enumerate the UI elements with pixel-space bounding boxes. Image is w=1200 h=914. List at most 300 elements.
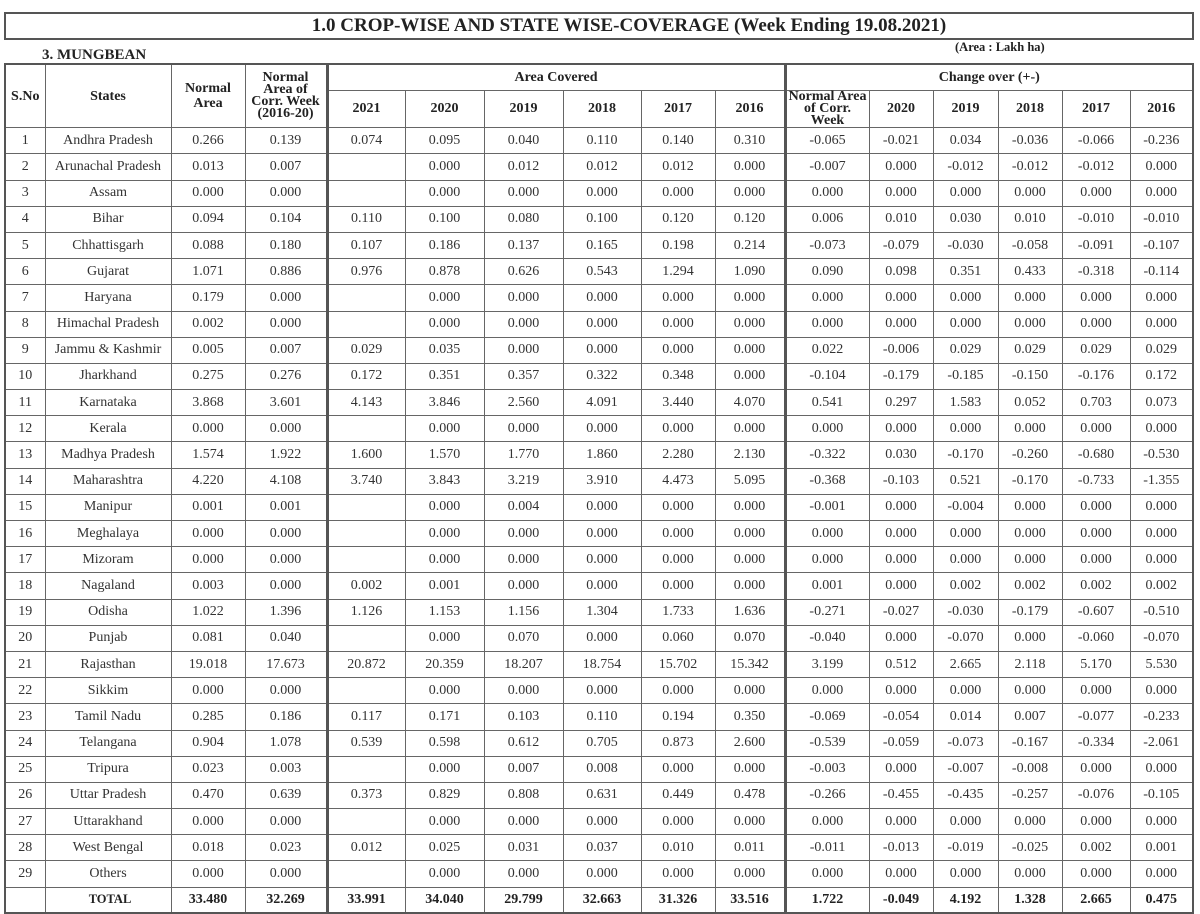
row-area-2020: 3.846 bbox=[405, 390, 484, 416]
row-change-2017: -0.010 bbox=[1062, 206, 1130, 232]
row-area-2017: 0.194 bbox=[641, 704, 715, 730]
row-area-2020: 0.000 bbox=[405, 494, 484, 520]
row-area-2017: 0.198 bbox=[641, 232, 715, 258]
row-area-2019: 0.040 bbox=[484, 128, 563, 154]
row-change-2018: 0.000 bbox=[998, 494, 1062, 520]
row-change-2018: 2.118 bbox=[998, 651, 1062, 677]
row-change-2020: 0.000 bbox=[869, 180, 933, 206]
row-change-2016: -0.233 bbox=[1130, 704, 1193, 730]
row-change-2019: 0.000 bbox=[933, 547, 998, 573]
row-area-2021: 0.117 bbox=[327, 704, 405, 730]
row-change-normal: -0.069 bbox=[785, 704, 869, 730]
row-change-2018: -0.257 bbox=[998, 782, 1062, 808]
row-area-2017: 2.280 bbox=[641, 442, 715, 468]
row-area-2016: 0.000 bbox=[715, 756, 785, 782]
row-area-2020: 0.171 bbox=[405, 704, 484, 730]
header-change-year: 2017 bbox=[1062, 91, 1130, 128]
table-row bbox=[5, 704, 1193, 730]
total-area-2021: 33.991 bbox=[327, 887, 405, 913]
row-area-2019: 1.156 bbox=[484, 599, 563, 625]
row-area-2019: 0.080 bbox=[484, 206, 563, 232]
row-change-normal: -0.368 bbox=[785, 468, 869, 494]
row-area-2016: 0.000 bbox=[715, 809, 785, 835]
row-change-2019: -0.007 bbox=[933, 756, 998, 782]
header-area-year: 2016 bbox=[715, 91, 785, 128]
row-change-2020: -0.013 bbox=[869, 835, 933, 861]
row-area-2018: 0.000 bbox=[563, 678, 641, 704]
row-area-2016: 0.310 bbox=[715, 128, 785, 154]
row-change-2017: -0.012 bbox=[1062, 154, 1130, 180]
row-change-normal: -0.271 bbox=[785, 599, 869, 625]
row-area-2020: 1.570 bbox=[405, 442, 484, 468]
row-sno: 14 bbox=[5, 468, 45, 494]
total-change-2016: 0.475 bbox=[1130, 887, 1193, 913]
header-area-year: 2018 bbox=[563, 91, 641, 128]
row-area-2021: 0.373 bbox=[327, 782, 405, 808]
row-area-2020: 0.000 bbox=[405, 756, 484, 782]
row-area-2016: 0.000 bbox=[715, 416, 785, 442]
row-state: Haryana bbox=[45, 285, 171, 311]
row-change-2018: 0.010 bbox=[998, 206, 1062, 232]
row-change-2020: 0.000 bbox=[869, 416, 933, 442]
row-change-2019: 0.000 bbox=[933, 521, 998, 547]
table-row bbox=[5, 782, 1193, 808]
row-normal-corr-week: 0.139 bbox=[245, 128, 327, 154]
row-sno: 5 bbox=[5, 232, 45, 258]
row-area-2018: 0.000 bbox=[563, 547, 641, 573]
row-normal-corr-week: 0.007 bbox=[245, 154, 327, 180]
row-state: Odisha bbox=[45, 599, 171, 625]
row-area-2016: 0.000 bbox=[715, 494, 785, 520]
row-change-2016: 0.000 bbox=[1130, 311, 1193, 337]
row-area-2019: 0.031 bbox=[484, 835, 563, 861]
row-change-2020: 0.000 bbox=[869, 678, 933, 704]
row-change-2017: -0.091 bbox=[1062, 232, 1130, 258]
row-change-2018: -0.008 bbox=[998, 756, 1062, 782]
total-change-2017: 2.665 bbox=[1062, 887, 1130, 913]
row-area-2018: 18.754 bbox=[563, 651, 641, 677]
row-change-2019: -0.004 bbox=[933, 494, 998, 520]
row-change-2018: 0.002 bbox=[998, 573, 1062, 599]
row-change-2018: 0.000 bbox=[998, 311, 1062, 337]
header-normal-corr-week: Normal Area of Corr. Week (2016-20) bbox=[245, 64, 327, 128]
row-area-2016: 0.214 bbox=[715, 232, 785, 258]
row-change-2019: 0.351 bbox=[933, 259, 998, 285]
row-area-2017: 0.000 bbox=[641, 861, 715, 887]
row-area-2016: 0.000 bbox=[715, 573, 785, 599]
row-sno: 15 bbox=[5, 494, 45, 520]
row-change-2019: 0.000 bbox=[933, 180, 998, 206]
row-change-2017: -0.066 bbox=[1062, 128, 1130, 154]
table-row bbox=[5, 599, 1193, 625]
table-row bbox=[5, 128, 1193, 154]
row-area-2019: 0.612 bbox=[484, 730, 563, 756]
row-normal-area: 1.022 bbox=[171, 599, 245, 625]
row-sno: 4 bbox=[5, 206, 45, 232]
total-row bbox=[5, 887, 1193, 913]
row-change-2019: -0.019 bbox=[933, 835, 998, 861]
row-change-2019: -0.435 bbox=[933, 782, 998, 808]
row-area-2018: 4.091 bbox=[563, 390, 641, 416]
row-area-2020: 3.843 bbox=[405, 468, 484, 494]
row-change-normal: 0.022 bbox=[785, 337, 869, 363]
row-area-2017: 0.873 bbox=[641, 730, 715, 756]
row-normal-corr-week: 17.673 bbox=[245, 651, 327, 677]
row-area-2020: 0.829 bbox=[405, 782, 484, 808]
row-change-normal: -0.001 bbox=[785, 494, 869, 520]
row-area-2016: 15.342 bbox=[715, 651, 785, 677]
row-change-2016: -0.236 bbox=[1130, 128, 1193, 154]
row-state: Mizoram bbox=[45, 547, 171, 573]
row-area-2016: 5.095 bbox=[715, 468, 785, 494]
row-state: Telangana bbox=[45, 730, 171, 756]
table-row bbox=[5, 311, 1193, 337]
row-sno: 28 bbox=[5, 835, 45, 861]
row-state: Manipur bbox=[45, 494, 171, 520]
row-state: Uttarakhand bbox=[45, 809, 171, 835]
row-change-normal: 0.001 bbox=[785, 573, 869, 599]
row-change-2017: -0.334 bbox=[1062, 730, 1130, 756]
row-state: West Bengal bbox=[45, 835, 171, 861]
row-area-2021: 0.002 bbox=[327, 573, 405, 599]
row-state: Jharkhand bbox=[45, 363, 171, 389]
row-change-normal: 0.090 bbox=[785, 259, 869, 285]
row-area-2020: 0.000 bbox=[405, 521, 484, 547]
total-area-2020: 34.040 bbox=[405, 887, 484, 913]
header-normal-area: Normal Area bbox=[171, 64, 245, 128]
row-area-2021: 0.539 bbox=[327, 730, 405, 756]
row-area-2019: 18.207 bbox=[484, 651, 563, 677]
row-area-2017: 0.000 bbox=[641, 521, 715, 547]
row-change-2016: 0.000 bbox=[1130, 547, 1193, 573]
row-area-2016: 2.130 bbox=[715, 442, 785, 468]
table-row bbox=[5, 442, 1193, 468]
row-normal-area: 0.018 bbox=[171, 835, 245, 861]
row-area-2016: 0.000 bbox=[715, 521, 785, 547]
row-area-2019: 0.103 bbox=[484, 704, 563, 730]
row-normal-corr-week: 4.108 bbox=[245, 468, 327, 494]
row-area-2016: 0.000 bbox=[715, 285, 785, 311]
table-row bbox=[5, 337, 1193, 363]
table-row bbox=[5, 651, 1193, 677]
row-change-2020: -0.059 bbox=[869, 730, 933, 756]
row-change-2017: -0.060 bbox=[1062, 625, 1130, 651]
row-change-normal: 0.541 bbox=[785, 390, 869, 416]
row-area-2018: 0.000 bbox=[563, 861, 641, 887]
row-change-2018: 0.433 bbox=[998, 259, 1062, 285]
row-change-2019: 1.583 bbox=[933, 390, 998, 416]
row-area-2021 bbox=[327, 285, 405, 311]
row-change-2016: 0.000 bbox=[1130, 494, 1193, 520]
row-sno: 27 bbox=[5, 809, 45, 835]
row-change-2019: 0.014 bbox=[933, 704, 998, 730]
row-change-2017: 0.000 bbox=[1062, 494, 1130, 520]
row-area-2017: 0.000 bbox=[641, 678, 715, 704]
row-change-2019: 0.029 bbox=[933, 337, 998, 363]
row-normal-area: 1.071 bbox=[171, 259, 245, 285]
row-area-2016: 0.000 bbox=[715, 547, 785, 573]
row-change-normal: 0.000 bbox=[785, 678, 869, 704]
row-normal-area: 0.275 bbox=[171, 363, 245, 389]
row-normal-corr-week: 0.040 bbox=[245, 625, 327, 651]
row-area-2018: 0.631 bbox=[563, 782, 641, 808]
row-change-2017: 0.002 bbox=[1062, 573, 1130, 599]
row-change-2018: -0.025 bbox=[998, 835, 1062, 861]
row-change-2018: 0.000 bbox=[998, 547, 1062, 573]
row-state: Uttar Pradesh bbox=[45, 782, 171, 808]
row-area-2020: 0.598 bbox=[405, 730, 484, 756]
row-change-2018: 0.000 bbox=[998, 180, 1062, 206]
row-normal-area: 0.285 bbox=[171, 704, 245, 730]
row-change-2018: 0.007 bbox=[998, 704, 1062, 730]
total-area-2017: 31.326 bbox=[641, 887, 715, 913]
row-area-2017: 0.000 bbox=[641, 573, 715, 599]
row-change-2016: 0.000 bbox=[1130, 154, 1193, 180]
row-normal-area: 0.002 bbox=[171, 311, 245, 337]
row-normal-corr-week: 0.180 bbox=[245, 232, 327, 258]
row-area-2021 bbox=[327, 809, 405, 835]
row-change-2016: -0.530 bbox=[1130, 442, 1193, 468]
row-change-2016: 0.001 bbox=[1130, 835, 1193, 861]
row-area-2020: 0.000 bbox=[405, 311, 484, 337]
row-change-2020: 0.030 bbox=[869, 442, 933, 468]
row-change-2020: -0.079 bbox=[869, 232, 933, 258]
row-normal-corr-week: 0.000 bbox=[245, 547, 327, 573]
row-sno: 11 bbox=[5, 390, 45, 416]
row-area-2018: 0.000 bbox=[563, 416, 641, 442]
row-normal-area: 0.081 bbox=[171, 625, 245, 651]
row-change-2016: -0.070 bbox=[1130, 625, 1193, 651]
row-area-2020: 0.351 bbox=[405, 363, 484, 389]
row-area-2017: 4.473 bbox=[641, 468, 715, 494]
row-change-2016: 0.172 bbox=[1130, 363, 1193, 389]
row-change-2016: -0.105 bbox=[1130, 782, 1193, 808]
row-change-normal: -0.322 bbox=[785, 442, 869, 468]
row-state: Jammu & Kashmir bbox=[45, 337, 171, 363]
total-normal-area: 33.480 bbox=[171, 887, 245, 913]
row-area-2020: 0.000 bbox=[405, 180, 484, 206]
row-area-2019: 0.000 bbox=[484, 521, 563, 547]
row-change-2020: 0.000 bbox=[869, 809, 933, 835]
row-change-2018: -0.012 bbox=[998, 154, 1062, 180]
row-change-2016: 0.000 bbox=[1130, 861, 1193, 887]
row-change-2017: -0.733 bbox=[1062, 468, 1130, 494]
row-change-normal: 0.000 bbox=[785, 285, 869, 311]
row-area-2016: 0.350 bbox=[715, 704, 785, 730]
table-row bbox=[5, 285, 1193, 311]
row-normal-area: 0.094 bbox=[171, 206, 245, 232]
row-area-2021: 0.029 bbox=[327, 337, 405, 363]
row-change-2017: 0.000 bbox=[1062, 756, 1130, 782]
row-area-2021 bbox=[327, 547, 405, 573]
row-change-2016: -0.107 bbox=[1130, 232, 1193, 258]
row-area-2019: 0.000 bbox=[484, 809, 563, 835]
row-change-2020: -0.179 bbox=[869, 363, 933, 389]
row-area-2017: 0.000 bbox=[641, 416, 715, 442]
row-area-2021 bbox=[327, 416, 405, 442]
row-change-2019: 0.000 bbox=[933, 861, 998, 887]
row-change-2017: -0.680 bbox=[1062, 442, 1130, 468]
row-change-2016: -2.061 bbox=[1130, 730, 1193, 756]
row-area-2017: 3.440 bbox=[641, 390, 715, 416]
row-state: Tripura bbox=[45, 756, 171, 782]
total-area-2016: 33.516 bbox=[715, 887, 785, 913]
row-state: Rajasthan bbox=[45, 651, 171, 677]
row-change-2016: -0.510 bbox=[1130, 599, 1193, 625]
row-area-2016: 0.478 bbox=[715, 782, 785, 808]
row-area-2016: 0.000 bbox=[715, 363, 785, 389]
row-change-normal: -0.003 bbox=[785, 756, 869, 782]
row-area-2017: 0.000 bbox=[641, 547, 715, 573]
row-sno: 13 bbox=[5, 442, 45, 468]
row-normal-corr-week: 0.000 bbox=[245, 573, 327, 599]
row-area-2017: 1.294 bbox=[641, 259, 715, 285]
row-area-2018: 1.304 bbox=[563, 599, 641, 625]
row-normal-area: 0.000 bbox=[171, 521, 245, 547]
row-normal-area: 0.000 bbox=[171, 416, 245, 442]
header-change-year: 2016 bbox=[1130, 91, 1193, 128]
row-change-normal: -0.073 bbox=[785, 232, 869, 258]
table-row bbox=[5, 547, 1193, 573]
total-label: TOTAL bbox=[45, 887, 171, 913]
row-sno: 10 bbox=[5, 363, 45, 389]
row-normal-area: 1.574 bbox=[171, 442, 245, 468]
row-area-2018: 0.543 bbox=[563, 259, 641, 285]
row-state: Sikkim bbox=[45, 678, 171, 704]
row-sno: 16 bbox=[5, 521, 45, 547]
row-change-2019: -0.073 bbox=[933, 730, 998, 756]
row-area-2019: 0.000 bbox=[484, 416, 563, 442]
row-change-2019: 0.000 bbox=[933, 285, 998, 311]
row-normal-corr-week: 0.007 bbox=[245, 337, 327, 363]
row-normal-area: 0.001 bbox=[171, 494, 245, 520]
row-change-2016: -0.010 bbox=[1130, 206, 1193, 232]
row-change-2020: 0.098 bbox=[869, 259, 933, 285]
coverage-table bbox=[4, 63, 1194, 914]
row-state: Karnataka bbox=[45, 390, 171, 416]
row-state: Madhya Pradesh bbox=[45, 442, 171, 468]
row-area-2021: 0.012 bbox=[327, 835, 405, 861]
row-change-2017: 0.703 bbox=[1062, 390, 1130, 416]
row-change-2020: 0.000 bbox=[869, 756, 933, 782]
row-area-2020: 0.000 bbox=[405, 416, 484, 442]
row-change-2020: 0.297 bbox=[869, 390, 933, 416]
row-change-normal: 0.000 bbox=[785, 416, 869, 442]
table-row bbox=[5, 625, 1193, 651]
row-area-2021 bbox=[327, 678, 405, 704]
row-area-2020: 1.153 bbox=[405, 599, 484, 625]
row-change-2018: -0.167 bbox=[998, 730, 1062, 756]
row-area-2021 bbox=[327, 625, 405, 651]
row-area-2017: 0.010 bbox=[641, 835, 715, 861]
row-change-2016: -0.114 bbox=[1130, 259, 1193, 285]
row-change-2017: 0.002 bbox=[1062, 835, 1130, 861]
header-sno: S.No bbox=[5, 64, 45, 128]
row-change-2019: 0.000 bbox=[933, 416, 998, 442]
document-title: 1.0 CROP-WISE AND STATE WISE-COVERAGE (Week Ending 19.08.2021) bbox=[311, 15, 947, 36]
row-normal-area: 0.904 bbox=[171, 730, 245, 756]
row-normal-area: 0.000 bbox=[171, 861, 245, 887]
table-row bbox=[5, 363, 1193, 389]
row-state: Gujarat bbox=[45, 259, 171, 285]
row-area-2019: 1.770 bbox=[484, 442, 563, 468]
row-area-2021: 20.872 bbox=[327, 651, 405, 677]
row-change-2018: 0.000 bbox=[998, 625, 1062, 651]
row-change-normal: 0.000 bbox=[785, 547, 869, 573]
row-change-2018: -0.170 bbox=[998, 468, 1062, 494]
row-change-2017: 0.000 bbox=[1062, 416, 1130, 442]
row-area-2021 bbox=[327, 756, 405, 782]
row-change-2016: 5.530 bbox=[1130, 651, 1193, 677]
row-sno: 21 bbox=[5, 651, 45, 677]
row-sno: 23 bbox=[5, 704, 45, 730]
row-change-2016: 0.000 bbox=[1130, 180, 1193, 206]
row-change-2018: 0.052 bbox=[998, 390, 1062, 416]
total-area-2019: 29.799 bbox=[484, 887, 563, 913]
row-state: Punjab bbox=[45, 625, 171, 651]
row-area-2021 bbox=[327, 180, 405, 206]
row-change-2017: 0.000 bbox=[1062, 547, 1130, 573]
row-area-2017: 0.012 bbox=[641, 154, 715, 180]
row-area-2021 bbox=[327, 154, 405, 180]
units-note: (Area : Lakh ha) bbox=[955, 40, 1045, 54]
row-change-2016: 0.000 bbox=[1130, 521, 1193, 547]
row-area-2019: 0.000 bbox=[484, 180, 563, 206]
row-area-2020: 0.100 bbox=[405, 206, 484, 232]
row-area-2020: 0.000 bbox=[405, 285, 484, 311]
row-normal-corr-week: 0.000 bbox=[245, 521, 327, 547]
header-change-year: 2020 bbox=[869, 91, 933, 128]
row-area-2017: 1.733 bbox=[641, 599, 715, 625]
row-area-2016: 0.000 bbox=[715, 311, 785, 337]
row-change-2019: 0.000 bbox=[933, 678, 998, 704]
row-area-2016: 0.000 bbox=[715, 861, 785, 887]
row-normal-area: 19.018 bbox=[171, 651, 245, 677]
row-change-2020: 0.000 bbox=[869, 494, 933, 520]
row-area-2018: 0.012 bbox=[563, 154, 641, 180]
document-title-box bbox=[4, 12, 1194, 40]
row-change-normal: -0.007 bbox=[785, 154, 869, 180]
row-area-2018: 0.322 bbox=[563, 363, 641, 389]
row-change-normal: -0.104 bbox=[785, 363, 869, 389]
row-area-2019: 0.000 bbox=[484, 678, 563, 704]
row-area-2018: 0.000 bbox=[563, 311, 641, 337]
row-change-2019: 0.521 bbox=[933, 468, 998, 494]
row-normal-area: 0.003 bbox=[171, 573, 245, 599]
row-area-2018: 3.910 bbox=[563, 468, 641, 494]
row-area-2018: 0.705 bbox=[563, 730, 641, 756]
row-area-2017: 0.000 bbox=[641, 337, 715, 363]
row-area-2017: 0.060 bbox=[641, 625, 715, 651]
row-change-2020: 0.000 bbox=[869, 521, 933, 547]
row-sno: 17 bbox=[5, 547, 45, 573]
table-row bbox=[5, 809, 1193, 835]
row-area-2019: 0.007 bbox=[484, 756, 563, 782]
row-change-2017: -0.318 bbox=[1062, 259, 1130, 285]
row-area-2021: 0.172 bbox=[327, 363, 405, 389]
row-normal-area: 3.868 bbox=[171, 390, 245, 416]
row-area-2020: 0.000 bbox=[405, 861, 484, 887]
table-row bbox=[5, 835, 1193, 861]
row-change-2020: 0.000 bbox=[869, 285, 933, 311]
row-area-2017: 0.000 bbox=[641, 311, 715, 337]
row-sno: 7 bbox=[5, 285, 45, 311]
row-area-2018: 0.165 bbox=[563, 232, 641, 258]
row-normal-area: 4.220 bbox=[171, 468, 245, 494]
row-change-2017: -0.176 bbox=[1062, 363, 1130, 389]
total-change-2018: 1.328 bbox=[998, 887, 1062, 913]
row-change-2019: -0.185 bbox=[933, 363, 998, 389]
